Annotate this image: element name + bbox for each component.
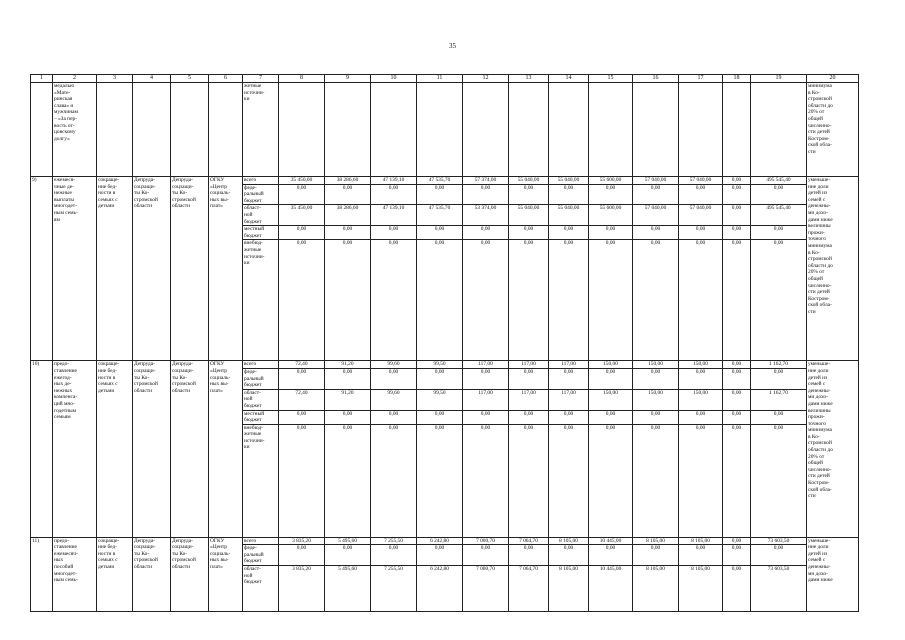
cell-value: 0,00 <box>325 184 371 205</box>
header-cell: 7 <box>243 75 279 83</box>
cell-value: 0,00 <box>509 424 549 537</box>
cell-value: 150,00 <box>679 361 723 369</box>
cell-value: 0,00 <box>589 368 633 389</box>
cell-value: 99,50 <box>417 389 463 410</box>
cell-value: 99,60 <box>371 389 417 410</box>
cell-value: 0,00 <box>549 424 589 537</box>
cell-value: 55 600,00 <box>589 177 633 185</box>
cell-value: 0,00 <box>633 226 679 240</box>
table-row <box>31 361 859 369</box>
cell-value: 0,00 <box>751 226 807 240</box>
cell-value: 10 445,00 <box>589 566 633 612</box>
header-cell: 11 <box>417 75 463 83</box>
cell-value: 0,00 <box>549 184 589 205</box>
cell-value: 0,00 <box>371 368 417 389</box>
cell-goal: сокраще- ние бед- ности в семьях с детьми <box>97 361 133 537</box>
cell-value: 0,00 <box>723 205 751 226</box>
cell-value: 73 603,50 <box>751 566 807 612</box>
header-cell: 19 <box>751 75 807 83</box>
cell-value: 0,00 <box>325 226 371 240</box>
cell-source: област- ной бюджет <box>243 566 279 612</box>
cell-value: 47 139,10 <box>371 205 417 226</box>
cell-source: всего <box>243 537 279 545</box>
cell-value: 150,00 <box>679 389 723 410</box>
cell-value: 117,00 <box>463 361 509 369</box>
cell-agency: ОГКУ «Центр социаль- ных вы- плат» <box>209 537 243 611</box>
cell-coexec: Депруда- соцзащи- ты Ко- стромской области <box>133 361 171 537</box>
cell-value: 0,00 <box>751 424 807 537</box>
cell-value: 57 374,00 <box>463 177 509 185</box>
cell-value: 35 450,00 <box>279 177 325 185</box>
cell-value: 0,00 <box>371 240 417 361</box>
header-cell: 10 <box>371 75 417 83</box>
cell-value: 7 255,50 <box>371 566 417 612</box>
cell-value: 0,00 <box>679 545 723 566</box>
header-cell: 3 <box>97 75 133 83</box>
cell-value: 0,00 <box>371 226 417 240</box>
cell-value: 0,00 <box>417 226 463 240</box>
cell-value: 0,00 <box>679 184 723 205</box>
cell-value: 72,40 <box>279 389 325 410</box>
cell-name: предо- ставление ежегод- ных де- нежных компенса- ций мно- годетным семьям <box>53 361 97 537</box>
cell-value: 150,00 <box>589 361 633 369</box>
cell <box>171 83 209 177</box>
cell-value: 0,00 <box>751 368 807 389</box>
cell-value: 0,00 <box>723 240 751 361</box>
cell-value: 0,00 <box>751 184 807 205</box>
cell-value: 0,00 <box>463 545 509 566</box>
cell-value: 0,00 <box>723 410 751 424</box>
cell-value: 6 242,80 <box>417 537 463 545</box>
cell <box>679 83 723 177</box>
cell-value: 47 535,70 <box>417 177 463 185</box>
header-cell: 20 <box>807 75 859 83</box>
cell-value: 0,00 <box>279 410 325 424</box>
cell-value: 0,00 <box>751 240 807 361</box>
cell-value: 0,00 <box>463 410 509 424</box>
cell-value: 0,00 <box>371 410 417 424</box>
cell-value: 0,00 <box>679 424 723 537</box>
cell-value: 0,00 <box>723 566 751 612</box>
cell-value: 0,00 <box>371 184 417 205</box>
cell-value: 0,00 <box>509 226 549 240</box>
cell-value: 0,00 <box>549 410 589 424</box>
cell-value: 0,00 <box>589 184 633 205</box>
cell-value: 0,00 <box>279 240 325 361</box>
cell-executor: Депруда- соцзащи- ты Ко- стромской области <box>171 361 209 537</box>
cell-value: 0,00 <box>723 177 751 185</box>
cell-goal: сокраще- ние бед- ности в семьях с детьми <box>97 537 133 611</box>
cell-source: местный бюджет <box>243 410 279 424</box>
cell-value: 91,20 <box>325 361 371 369</box>
header-cell: 2 <box>53 75 97 83</box>
cell-value: 0,00 <box>463 240 509 361</box>
cell-value: 0,00 <box>549 368 589 389</box>
header-cell: 4 <box>133 75 171 83</box>
cell-source: внебюд- жетные источни- ки <box>243 240 279 361</box>
cell-agency: ОГКУ «Центр социаль- ных вы- плат» <box>209 177 243 361</box>
cell-coexec: Депруда- соцзащи- ты Ко- стромской области <box>133 177 171 361</box>
cell-no: 10) <box>31 361 53 537</box>
header-cell: 17 <box>679 75 723 83</box>
cell-source: феде- ральный бюджет <box>243 368 279 389</box>
cell-value: 8 105,00 <box>633 566 679 612</box>
cell-value: 0,00 <box>633 410 679 424</box>
cell-value: 47 139,10 <box>371 177 417 185</box>
cell-source: местный бюджет <box>243 226 279 240</box>
cell-value: 0,00 <box>723 389 751 410</box>
cell <box>633 83 679 177</box>
cell-executor: Депруда- соцзащи- ты Ко- стромской области <box>171 537 209 611</box>
cell-value: 0,00 <box>549 226 589 240</box>
cell-value: 0,00 <box>549 545 589 566</box>
cell-value: 117,00 <box>549 389 589 410</box>
cell-value: 150,00 <box>633 361 679 369</box>
cell-value: 0,00 <box>279 424 325 537</box>
cell-value: 0,00 <box>633 240 679 361</box>
cell <box>97 83 133 177</box>
cell-value: 38 286,60 <box>325 177 371 185</box>
cell-value: 0,00 <box>509 240 549 361</box>
cell-value: 0,00 <box>679 410 723 424</box>
cell-value: 8 105,00 <box>679 566 723 612</box>
cell-value: 0,00 <box>325 424 371 537</box>
program-table <box>30 74 859 612</box>
cell <box>549 83 589 177</box>
header-cell: 9 <box>325 75 371 83</box>
cell-value: 0,00 <box>463 424 509 537</box>
cell-value: 57 040,00 <box>633 205 679 226</box>
cell-no: 11) <box>31 537 53 611</box>
cell-value: 150,00 <box>633 389 679 410</box>
cell-value: 0,00 <box>633 545 679 566</box>
cell-value: 57 040,00 <box>633 177 679 185</box>
cell-value: 0,00 <box>723 184 751 205</box>
header-cell: 12 <box>463 75 509 83</box>
cell <box>279 83 325 177</box>
cell-value: 495 545,40 <box>751 177 807 185</box>
cell <box>509 83 549 177</box>
header-cell: 6 <box>209 75 243 83</box>
cell-value: 0,00 <box>371 545 417 566</box>
cell <box>31 83 53 177</box>
cell-value: 0,00 <box>279 368 325 389</box>
header-cell: 14 <box>549 75 589 83</box>
cell-value: 8 105,00 <box>549 537 589 545</box>
cell-result: уменьше- ние доли детей из семей с денежны- ми дохо- дами ниже величины прожи- точного минимума в Ко- стромской области до 20% от общей численно- сти детей Костром- ской обла- сти <box>807 177 859 361</box>
cell-source: феде- ральный бюджет <box>243 184 279 205</box>
cell-value: 8 105,00 <box>633 537 679 545</box>
cell-value: 5 495,60 <box>325 537 371 545</box>
cell <box>751 83 807 177</box>
cell-value: 72,40 <box>279 361 325 369</box>
continuation-row <box>31 83 859 177</box>
cell-value: 8 105,00 <box>679 537 723 545</box>
cell-value: 0,00 <box>589 424 633 537</box>
cell-source: жетные источни- ки <box>243 83 279 177</box>
cell-value: 0,00 <box>549 240 589 361</box>
cell-value: 55 600,00 <box>589 205 633 226</box>
cell-value: 6 242,80 <box>417 566 463 612</box>
header-cell: 8 <box>279 75 325 83</box>
cell-value: 117,00 <box>509 361 549 369</box>
cell-source: област- ной бюджет <box>243 205 279 226</box>
cell-value: 0,00 <box>279 184 325 205</box>
cell-source: всего <box>243 177 279 185</box>
cell-value: 0,00 <box>751 545 807 566</box>
cell-value: 0,00 <box>325 545 371 566</box>
cell-value: 57 040,00 <box>679 177 723 185</box>
table-row <box>31 537 859 545</box>
cell-value: 57 040,00 <box>679 205 723 226</box>
cell-value: 55 040,00 <box>549 205 589 226</box>
cell-agency: ОГКУ «Центр социаль- ных вы- плат» <box>209 361 243 537</box>
cell-value: 0,00 <box>325 240 371 361</box>
cell-value: 0,00 <box>417 240 463 361</box>
header-cell: 5 <box>171 75 209 83</box>
cell-value: 35 450,00 <box>279 205 325 226</box>
cell-executor: Депруда- соцзащи- ты Ко- стромской области <box>171 177 209 361</box>
cell-value: 0,00 <box>417 424 463 537</box>
cell-value: 1 162,70 <box>751 389 807 410</box>
cell <box>209 83 243 177</box>
cell-coexec: Депруда- соцзащи- ты Ко- стромской области <box>133 537 171 611</box>
cell-value: 73 603,50 <box>751 537 807 545</box>
cell-value: 0,00 <box>417 545 463 566</box>
cell-value: 150,00 <box>589 389 633 410</box>
cell <box>325 83 371 177</box>
cell <box>371 83 417 177</box>
cell-value: 0,00 <box>751 410 807 424</box>
cell <box>417 83 463 177</box>
cell-name: ежемеся- чные де- нежные выплаты многодет- ным семь- ям <box>53 177 97 361</box>
cell-value: 0,00 <box>679 226 723 240</box>
cell-value: 53 374,00 <box>463 205 509 226</box>
cell-goal: сокраще- ние бед- ности в семьях с детьми <box>97 177 133 361</box>
header-cell: 18 <box>723 75 751 83</box>
cell-value: 0,00 <box>723 424 751 537</box>
cell-result: минимума в Ко- стромской области до 20% от общей численно- сти детей Костром- ской обла- сти <box>807 83 859 177</box>
cell-source: всего <box>243 361 279 369</box>
cell-value: 55 040,00 <box>509 177 549 185</box>
cell-value: 7 000,70 <box>463 566 509 612</box>
cell-value: 117,00 <box>509 389 549 410</box>
cell-source: внебюд- жетные источни- ки <box>243 424 279 537</box>
cell-value: 0,00 <box>679 368 723 389</box>
cell-value: 0,00 <box>589 410 633 424</box>
cell-value: 0,00 <box>325 368 371 389</box>
cell-value: 0,00 <box>723 545 751 566</box>
cell-value: 0,00 <box>589 226 633 240</box>
cell <box>133 83 171 177</box>
cell-value: 0,00 <box>279 545 325 566</box>
cell <box>723 83 751 177</box>
cell-value: 0,00 <box>417 410 463 424</box>
cell-value: 55 040,00 <box>509 205 549 226</box>
cell-value: 0,00 <box>509 368 549 389</box>
cell <box>463 83 509 177</box>
cell-value: 8 105,00 <box>549 566 589 612</box>
cell-value: 47 535,70 <box>417 205 463 226</box>
cell-value: 7 000,70 <box>463 537 509 545</box>
cell-result: уменьше- ние доли детей из семей с денежны- ми дохо- дами ниже <box>807 537 859 611</box>
cell-value: 0,00 <box>509 410 549 424</box>
cell <box>589 83 633 177</box>
cell-value: 0,00 <box>723 368 751 389</box>
cell-value: 0,00 <box>371 424 417 537</box>
cell-value: 3 835,20 <box>279 537 325 545</box>
cell-value: 0,00 <box>417 184 463 205</box>
cell-value: 0,00 <box>509 184 549 205</box>
cell-value: 0,00 <box>325 410 371 424</box>
cell-value: 0,00 <box>633 184 679 205</box>
header-cell: 1 <box>31 75 53 83</box>
page-number: 35 <box>449 42 456 50</box>
cell-source: феде- ральный бюджет <box>243 545 279 566</box>
header-row <box>31 75 859 83</box>
cell-value: 0,00 <box>633 424 679 537</box>
cell-value: 0,00 <box>679 240 723 361</box>
cell-value: 0,00 <box>723 537 751 545</box>
table-row <box>31 177 859 185</box>
cell-value: 3 835,20 <box>279 566 325 612</box>
cell-value: 7 064,70 <box>509 537 549 545</box>
cell-value: 5 495,60 <box>325 566 371 612</box>
cell-source: област- ной бюджет <box>243 389 279 410</box>
cell-value: 0,00 <box>463 226 509 240</box>
cell-value: 0,00 <box>633 368 679 389</box>
cell-value: 38 286,60 <box>325 205 371 226</box>
cell-value: 117,00 <box>549 361 589 369</box>
cell-value: 0,00 <box>509 545 549 566</box>
cell-value: 7 255,50 <box>371 537 417 545</box>
cell-name: предо- ставление ежемесяч- ных пособий многодет- ным семь- <box>53 537 97 611</box>
cell-value: 0,00 <box>589 240 633 361</box>
cell-value: 495 545,40 <box>751 205 807 226</box>
header-cell: 13 <box>509 75 549 83</box>
cell-value: 91,20 <box>325 389 371 410</box>
cell-value: 1 162,70 <box>751 361 807 369</box>
cell-value: 0,00 <box>723 226 751 240</box>
cell-value: 10 445,00 <box>589 537 633 545</box>
cell-value: 0,00 <box>589 545 633 566</box>
header-cell: 15 <box>589 75 633 83</box>
cell-value: 0,00 <box>417 368 463 389</box>
header-cell: 16 <box>633 75 679 83</box>
cell-value: 0,00 <box>463 184 509 205</box>
cell-value: 117,00 <box>463 389 509 410</box>
cell-value: 7 064,70 <box>509 566 549 612</box>
cell-value: 99,50 <box>417 361 463 369</box>
cell-value: 0,00 <box>279 226 325 240</box>
cell-value: 0,00 <box>723 361 751 369</box>
cell-no: 9) <box>31 177 53 361</box>
cell-value: 99,60 <box>371 361 417 369</box>
cell-name: медалью «Мате- ринская слава» и мужчинам – «За пер- вость от- цовскому долгу» <box>53 83 97 177</box>
cell-result: уменьше- ние доли детей из семей с денежны- ми дохо- дами ниже величины прожи- точного минимума в Ко- стромской области до 20% от общей численно- сти детей Костром- ской обла- сти <box>807 361 859 537</box>
cell-value: 55 040,00 <box>549 177 589 185</box>
cell-value: 0,00 <box>463 368 509 389</box>
